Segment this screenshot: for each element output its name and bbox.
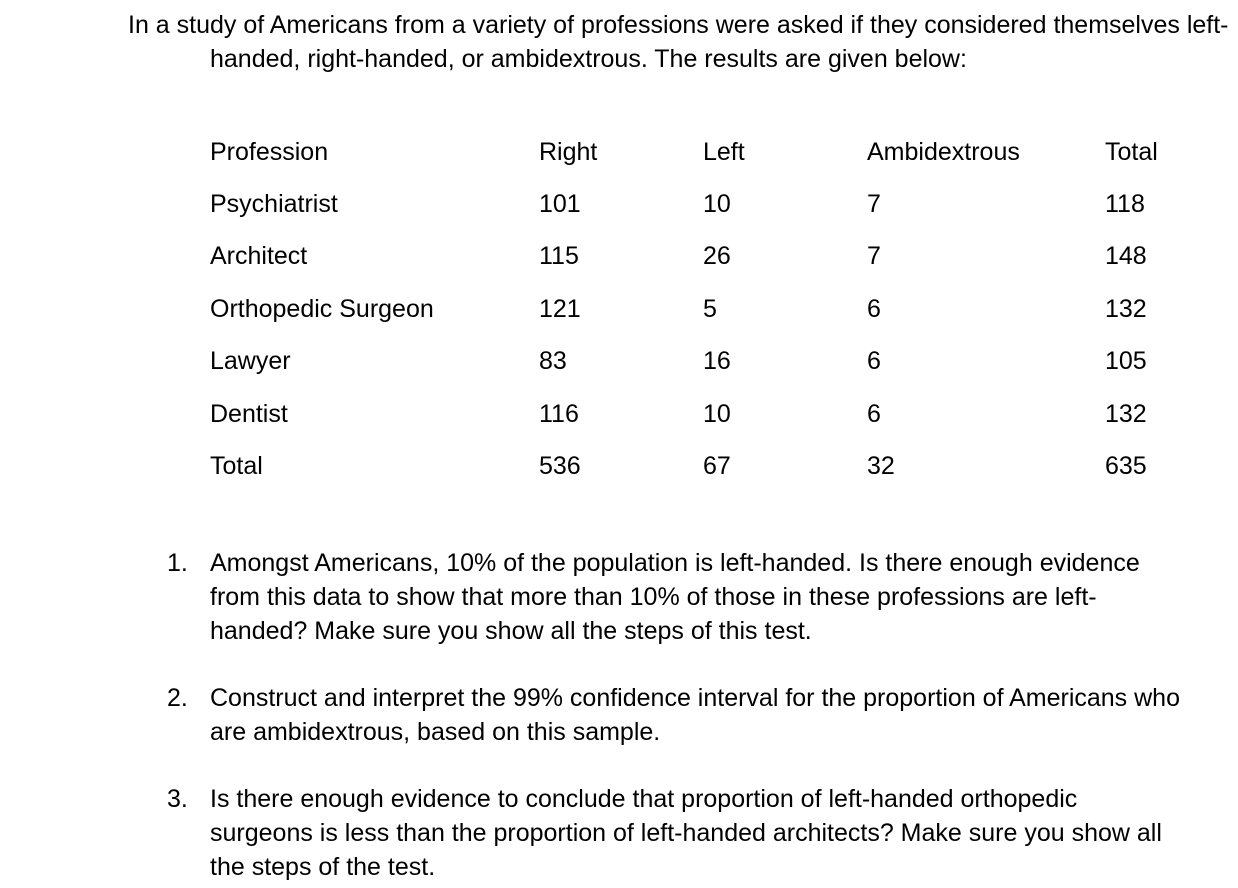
cell-right: 116: [539, 399, 579, 428]
header-total: Total: [1105, 137, 1158, 166]
cell-left: 10: [703, 190, 731, 219]
cell-profession: Total: [210, 452, 263, 481]
cell-right: 115: [539, 242, 579, 271]
table-total-row: [210, 440, 1175, 492]
cell-total: 118: [1105, 190, 1145, 219]
cell-right: 121: [539, 294, 581, 323]
cell-ambidextrous: 32: [867, 452, 895, 481]
question-number: 3.: [167, 785, 188, 813]
cell-profession: Architect: [210, 242, 308, 271]
cell-left: 26: [703, 242, 731, 271]
cell-right: 101: [539, 190, 581, 219]
table-row: [210, 336, 1175, 388]
header-right: Right: [539, 137, 598, 166]
question-number: 2.: [167, 684, 188, 712]
intro-paragraph: In a study of Americans from a variety of professions were asked if they considered themselves left-handed, right-handed, or ambidextrous. The results are given below:: [128, 11, 1229, 73]
question-text: Construct and interpret the 99% confidence interval for the proportion of Americans who are ambidextrous, based on this sample.: [210, 684, 1180, 746]
cell-total: 132: [1105, 399, 1147, 428]
cell-ambidextrous: 6: [867, 294, 881, 323]
cell-ambidextrous: 7: [867, 190, 881, 219]
cell-ambidextrous: 6: [867, 399, 881, 428]
table-row: [210, 388, 1175, 440]
cell-ambidextrous: 6: [867, 347, 881, 376]
cell-profession: Psychiatrist: [210, 190, 338, 219]
cell-ambidextrous: 7: [867, 242, 881, 271]
question-item: [167, 782, 1187, 884]
cell-left: 5: [703, 294, 717, 323]
question-text: Amongst Americans, 10% of the population is left-handed. Is there enough evidence from this data to show that more than 10% of those in these professions are left-handed? Make sure you show all the steps of this test.: [210, 549, 1140, 645]
cell-profession: Lawyer: [210, 347, 291, 376]
cell-left: 67: [703, 452, 731, 481]
question-text: Is there enough evidence to conclude that proportion of left-handed orthopedic surgeons is less than the proportion of left-handed architects? Make sure you show all the steps of the test.: [210, 785, 1162, 881]
cell-total: 635: [1105, 452, 1147, 481]
question-item: [167, 681, 1187, 749]
cell-right: 83: [539, 347, 567, 376]
question-list: [167, 546, 1187, 884]
cell-profession: Dentist: [210, 399, 288, 428]
header-ambidextrous: Ambidextrous: [867, 137, 1020, 166]
table-header-row: [210, 126, 1175, 178]
handedness-table: [210, 126, 1175, 493]
table-row: [210, 283, 1175, 335]
header-profession: Profession: [210, 137, 329, 166]
cell-total: 132: [1105, 294, 1147, 323]
cell-profession: Orthopedic Surgeon: [210, 294, 434, 323]
cell-right: 536: [539, 452, 581, 481]
cell-left: 16: [703, 347, 731, 376]
cell-total: 148: [1105, 242, 1147, 271]
question-number: 1.: [167, 549, 188, 577]
header-left: Left: [703, 137, 745, 166]
table-row: [210, 231, 1175, 283]
cell-left: 10: [703, 399, 731, 428]
question-item: [167, 546, 1187, 648]
table-row: [210, 178, 1175, 230]
cell-total: 105: [1105, 347, 1147, 376]
